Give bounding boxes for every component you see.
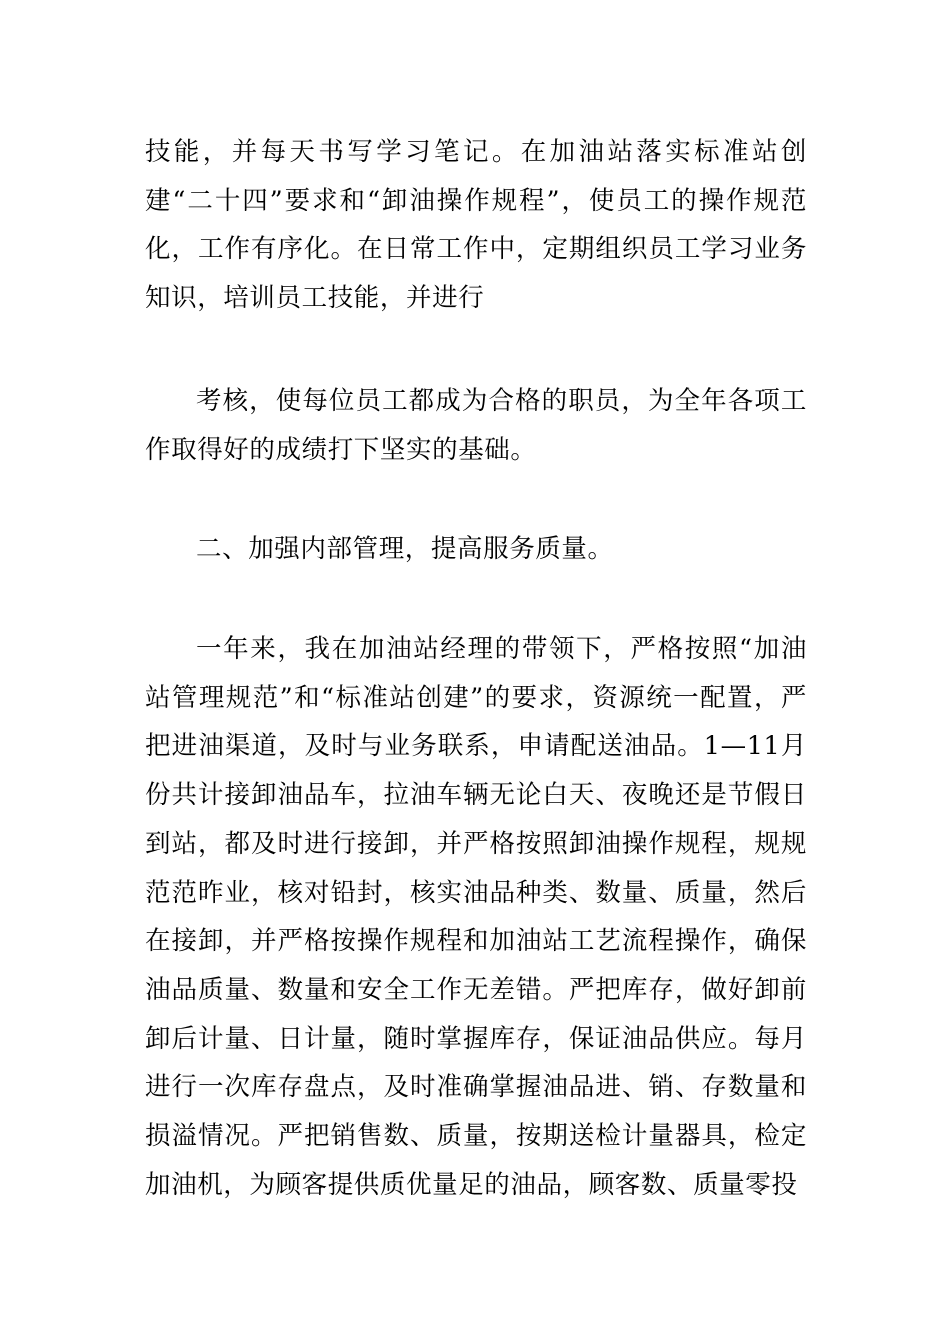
paragraph-oil-management: 一年来，我在加油站经理的带领下，严格按照“加油站管理规范”和“标准站创建”的要求，资源统一配置，严把进油渠道，及时与业务联系，申请配送油品。1—11月份共计接卸油品车，拉油车辆无论白天、夜晚还是节假日到站，都及时进行接卸，并严格按照卸油操作规程，规规范范昨业，核对铅封，核实油品种类、数量、质量，然后在接卸，并严格按操作规程和加油站工艺流程操作，确保油品质量、数量和安全工作无差错。严把库存，做好卸前卸后计量、日计量，随时掌握库存，保证油品供应。每月进行一次库存盘点，及时准确掌握油品进、销、存数量和损溢情况。严把销售数、质量，按期送检计量器具，检定加油机，为顾客提供质优量足的油品，顾客数、质量零投 [145,634,807,1200]
section-heading-internal-management: 二、加强内部管理，提高服务质量。 [196,534,614,564]
paragraph-assessment: 考核，使每位员工都成为合格的职员，为全年各项工作取得好的成绩打下坚实的基础。 [145,386,807,465]
paragraph-continued-training: 技能，并每天书写学习笔记。在加油站落实标准站创建“二十四”要求和“卸油操作规程”，使员工的操作规范化，工作有序化。在日常工作中，定期组织员工学习业务知识，培训员工技能，并进行 [145,137,807,314]
